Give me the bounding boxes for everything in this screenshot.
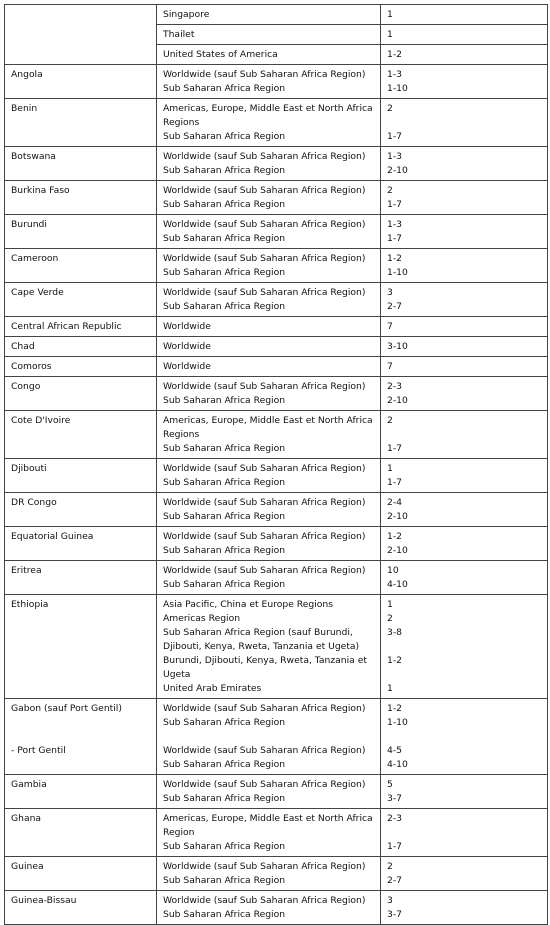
rating-value: 2 bbox=[387, 185, 393, 196]
rating-value bbox=[387, 116, 541, 130]
region-label: Sub Saharan Africa Region bbox=[163, 759, 286, 770]
rating-value: 7 bbox=[387, 361, 393, 372]
region-cell bbox=[157, 891, 381, 925]
region-cell bbox=[157, 317, 381, 337]
country-name-burkina-faso: Burkina Faso bbox=[11, 185, 70, 196]
rating-cell bbox=[381, 5, 548, 25]
rating-value: 1 bbox=[387, 683, 393, 694]
rating-cell bbox=[381, 699, 548, 775]
country-name-guinea-bissau: Guinea-Bissau bbox=[11, 895, 77, 906]
region-label: Sub Saharan Africa Region bbox=[163, 793, 286, 804]
table-row bbox=[5, 215, 548, 249]
region-label: Sub Saharan Africa Region bbox=[163, 477, 286, 488]
country-name-cape-verde: Cape Verde bbox=[11, 287, 64, 298]
region-label: Sub Saharan Africa Region bbox=[163, 875, 286, 886]
country-cell bbox=[5, 5, 157, 65]
region-label: Sub Saharan Africa Region bbox=[163, 511, 286, 522]
country-name-ethiopia: Ethiopia bbox=[11, 599, 49, 610]
region-cell bbox=[157, 249, 381, 283]
country-name-gabon-sauf-port-gentil: Gabon (sauf Port Gentil) bbox=[11, 703, 122, 714]
rating-value: 2-4 bbox=[387, 497, 403, 508]
region-label: Worldwide (sauf Sub Saharan Africa Region) bbox=[163, 745, 366, 756]
rating-cell bbox=[381, 561, 548, 595]
rating-value: 1 bbox=[387, 9, 393, 20]
region-label: Sub Saharan Africa Region bbox=[163, 579, 286, 590]
rating-cell bbox=[381, 215, 548, 249]
region-label: Singapore bbox=[163, 9, 210, 20]
rating-cell bbox=[381, 337, 548, 357]
rating-value: 4-10 bbox=[387, 579, 408, 590]
table-row bbox=[5, 775, 548, 809]
region-label: Worldwide (sauf Sub Saharan Africa Region) bbox=[163, 253, 366, 264]
country-cell bbox=[5, 595, 157, 699]
rating-value bbox=[387, 730, 541, 744]
region-cell bbox=[157, 65, 381, 99]
region-cell bbox=[157, 283, 381, 317]
rating-value: 1-2 bbox=[387, 531, 403, 542]
rating-value: 3-7 bbox=[387, 909, 403, 920]
region-label: Worldwide (sauf Sub Saharan Africa Region) bbox=[163, 531, 366, 542]
region-cell bbox=[157, 99, 381, 147]
rating-cell bbox=[381, 857, 548, 891]
region-cell bbox=[157, 493, 381, 527]
region-label: United Arab Emirates bbox=[163, 683, 262, 694]
region-label: Worldwide (sauf Sub Saharan Africa Region) bbox=[163, 287, 366, 298]
region-label: Americas, Europe, Middle East et North Africa Regions bbox=[163, 103, 373, 128]
rating-value: 2 bbox=[387, 103, 393, 114]
country-cell bbox=[5, 283, 157, 317]
table-row bbox=[5, 5, 548, 25]
rating-value: 2 bbox=[387, 613, 393, 624]
table-row bbox=[5, 459, 548, 493]
country-name-guinea: Guinea bbox=[11, 861, 44, 872]
sub-country-name: - Port Gentil bbox=[11, 745, 66, 756]
rating-value: 10 bbox=[387, 565, 399, 576]
region-label: Worldwide (sauf Sub Saharan Africa Region) bbox=[163, 151, 366, 162]
rating-value bbox=[387, 428, 541, 442]
region-label: Sub Saharan Africa Region bbox=[163, 131, 286, 142]
region-label: Sub Saharan Africa Region bbox=[163, 301, 286, 312]
country-name-gambia: Gambia bbox=[11, 779, 47, 790]
region-label: Thailet bbox=[163, 29, 195, 40]
rating-cell bbox=[381, 65, 548, 99]
region-cell bbox=[157, 181, 381, 215]
country-name-ghana: Ghana bbox=[11, 813, 42, 824]
rating-value: 2-7 bbox=[387, 875, 403, 886]
table-row bbox=[5, 493, 548, 527]
region-label: Worldwide (sauf Sub Saharan Africa Region) bbox=[163, 381, 366, 392]
country-name-equatorial-guinea: Equatorial Guinea bbox=[11, 531, 94, 542]
rating-value: 1-3 bbox=[387, 219, 403, 230]
region-label: Americas, Europe, Middle East et North Africa Region bbox=[163, 813, 373, 838]
region-label: Americas Region bbox=[163, 613, 241, 624]
country-name-central-african-republic: Central African Republic bbox=[11, 321, 122, 332]
region-label: Worldwide (sauf Sub Saharan Africa Region) bbox=[163, 565, 366, 576]
country-cell bbox=[5, 215, 157, 249]
rating-value: 1-7 bbox=[387, 131, 403, 142]
rating-value: 1-10 bbox=[387, 717, 408, 728]
rating-cell bbox=[381, 809, 548, 857]
country-cell bbox=[5, 147, 157, 181]
region-cell bbox=[157, 357, 381, 377]
country-cell bbox=[5, 775, 157, 809]
region-label: Asia Pacific, China et Europe Regions bbox=[163, 599, 334, 610]
rating-cell bbox=[381, 357, 548, 377]
rating-value: 4-5 bbox=[387, 745, 403, 756]
country-name-cote-d-ivoire: Cote D'Ivoire bbox=[11, 415, 71, 426]
table-row bbox=[5, 809, 548, 857]
rating-cell bbox=[381, 493, 548, 527]
rating-value bbox=[387, 826, 541, 840]
region-cell bbox=[157, 775, 381, 809]
region-label: Sub Saharan Africa Region bbox=[163, 395, 286, 406]
rating-cell bbox=[381, 317, 548, 337]
rating-value: 5 bbox=[387, 779, 393, 790]
region-cell bbox=[157, 699, 381, 775]
rating-value: 2-10 bbox=[387, 165, 408, 176]
region-label: Sub Saharan Africa Region bbox=[163, 233, 286, 244]
region-label: Worldwide bbox=[163, 341, 211, 352]
region-label bbox=[163, 730, 374, 744]
region-cell bbox=[157, 45, 381, 65]
region-label: Worldwide (sauf Sub Saharan Africa Region) bbox=[163, 219, 366, 230]
country-cell bbox=[5, 411, 157, 459]
rating-cell bbox=[381, 249, 548, 283]
region-cell bbox=[157, 411, 381, 459]
rating-value: 1-2 bbox=[387, 703, 403, 714]
rating-value: 3 bbox=[387, 895, 393, 906]
region-label: Sub Saharan Africa Region bbox=[163, 165, 286, 176]
region-cell bbox=[157, 377, 381, 411]
country-cell bbox=[5, 181, 157, 215]
country-name-dr-congo: DR Congo bbox=[11, 497, 57, 508]
country-cell bbox=[5, 337, 157, 357]
table-body bbox=[5, 5, 548, 925]
rating-value: 4-10 bbox=[387, 759, 408, 770]
rating-value: 2 bbox=[387, 415, 393, 426]
country-name-botswana: Botswana bbox=[11, 151, 56, 162]
rating-cell bbox=[381, 891, 548, 925]
region-cell bbox=[157, 857, 381, 891]
rating-value: 1 bbox=[387, 599, 393, 610]
country-name-comoros: Comoros bbox=[11, 361, 52, 372]
region-cell bbox=[157, 215, 381, 249]
rating-cell bbox=[381, 411, 548, 459]
rating-cell bbox=[381, 283, 548, 317]
country-cell bbox=[5, 493, 157, 527]
rating-value: 1-10 bbox=[387, 267, 408, 278]
table-row bbox=[5, 337, 548, 357]
region-label: Worldwide (sauf Sub Saharan Africa Region) bbox=[163, 69, 366, 80]
region-cell bbox=[157, 595, 381, 699]
table-row bbox=[5, 377, 548, 411]
rating-value: 2-7 bbox=[387, 301, 403, 312]
region-label: Worldwide bbox=[163, 361, 211, 372]
country-cell bbox=[5, 459, 157, 493]
table-row bbox=[5, 249, 548, 283]
rating-value bbox=[387, 668, 541, 682]
rating-value: 1-7 bbox=[387, 841, 403, 852]
region-label: Americas, Europe, Middle East et North Africa Regions bbox=[163, 415, 373, 440]
table-row bbox=[5, 181, 548, 215]
region-label: Sub Saharan Africa Region bbox=[163, 717, 286, 728]
region-label: Worldwide (sauf Sub Saharan Africa Region) bbox=[163, 779, 366, 790]
rating-value: 3 bbox=[387, 287, 393, 298]
rating-value: 2-10 bbox=[387, 395, 408, 406]
rating-cell bbox=[381, 25, 548, 45]
table-row bbox=[5, 527, 548, 561]
country-cell bbox=[5, 809, 157, 857]
country-name-benin: Benin bbox=[11, 103, 38, 114]
country-name-eritrea: Eritrea bbox=[11, 565, 42, 576]
rating-value: 1-7 bbox=[387, 233, 403, 244]
rating-value: 7 bbox=[387, 321, 393, 332]
rating-value: 1-3 bbox=[387, 69, 403, 80]
region-label: Worldwide (sauf Sub Saharan Africa Region) bbox=[163, 463, 366, 474]
country-name-burundi: Burundi bbox=[11, 219, 47, 230]
table-row bbox=[5, 595, 548, 699]
rating-value: 3-7 bbox=[387, 793, 403, 804]
table-row bbox=[5, 99, 548, 147]
region-label: Worldwide (sauf Sub Saharan Africa Region) bbox=[163, 861, 366, 872]
rating-value bbox=[387, 640, 541, 654]
rating-value: 1-2 bbox=[387, 253, 403, 264]
table-row bbox=[5, 317, 548, 337]
rating-value: 1 bbox=[387, 29, 393, 40]
risk-rating-table bbox=[4, 4, 548, 925]
rating-value: 2-3 bbox=[387, 381, 403, 392]
country-cell bbox=[5, 527, 157, 561]
rating-value: 1-7 bbox=[387, 443, 403, 454]
region-label: Sub Saharan Africa Region (sauf Burundi, Djibouti, Kenya, Rweta, Tanzania et Ugeta) bbox=[163, 627, 360, 652]
country-cell bbox=[5, 857, 157, 891]
table-row bbox=[5, 147, 548, 181]
country-cell bbox=[5, 249, 157, 283]
country-cell bbox=[5, 377, 157, 411]
country-cell bbox=[5, 357, 157, 377]
rating-cell bbox=[381, 147, 548, 181]
rating-value: 1-3 bbox=[387, 151, 403, 162]
rating-value: 1-10 bbox=[387, 83, 408, 94]
country-name-djibouti: Djibouti bbox=[11, 463, 47, 474]
rating-value: 1-7 bbox=[387, 477, 403, 488]
rating-cell bbox=[381, 527, 548, 561]
rating-value: 2 bbox=[387, 861, 393, 872]
rating-cell bbox=[381, 459, 548, 493]
region-label: Worldwide (sauf Sub Saharan Africa Region) bbox=[163, 185, 366, 196]
region-cell bbox=[157, 459, 381, 493]
rating-value: 2-3 bbox=[387, 813, 403, 824]
country-cell bbox=[5, 561, 157, 595]
country-name-congo: Congo bbox=[11, 381, 41, 392]
region-cell bbox=[157, 5, 381, 25]
region-label: Sub Saharan Africa Region bbox=[163, 267, 286, 278]
table-row bbox=[5, 561, 548, 595]
rating-value: 1-7 bbox=[387, 199, 403, 210]
table-row bbox=[5, 891, 548, 925]
table-row bbox=[5, 283, 548, 317]
country-cell bbox=[5, 65, 157, 99]
region-label: Sub Saharan Africa Region bbox=[163, 909, 286, 920]
country-cell bbox=[5, 891, 157, 925]
region-cell bbox=[157, 337, 381, 357]
rating-cell bbox=[381, 99, 548, 147]
country-cell bbox=[5, 317, 157, 337]
region-label: Sub Saharan Africa Region bbox=[163, 841, 286, 852]
region-label: Worldwide (sauf Sub Saharan Africa Region) bbox=[163, 703, 366, 714]
region-cell bbox=[157, 147, 381, 181]
rating-value: 3-10 bbox=[387, 341, 408, 352]
rating-value: 1-2 bbox=[387, 655, 403, 666]
table-row bbox=[5, 357, 548, 377]
table-row bbox=[5, 857, 548, 891]
rating-cell bbox=[381, 181, 548, 215]
region-label: Worldwide (sauf Sub Saharan Africa Region) bbox=[163, 497, 366, 508]
rating-cell bbox=[381, 595, 548, 699]
region-label: United States of America bbox=[163, 49, 278, 60]
rating-cell bbox=[381, 45, 548, 65]
rating-value: 2-10 bbox=[387, 511, 408, 522]
country-name-cameroon: Cameroon bbox=[11, 253, 59, 264]
country-name-chad: Chad bbox=[11, 341, 35, 352]
region-cell bbox=[157, 25, 381, 45]
country-cell bbox=[5, 699, 157, 775]
region-label: Sub Saharan Africa Region bbox=[163, 83, 286, 94]
region-label: Sub Saharan Africa Region bbox=[163, 545, 286, 556]
rating-value: 2-10 bbox=[387, 545, 408, 556]
rating-value: 1 bbox=[387, 463, 393, 474]
rating-cell bbox=[381, 775, 548, 809]
table-row bbox=[5, 411, 548, 459]
region-label: Sub Saharan Africa Region bbox=[163, 443, 286, 454]
region-label: Worldwide (sauf Sub Saharan Africa Region) bbox=[163, 895, 366, 906]
region-cell bbox=[157, 561, 381, 595]
region-cell bbox=[157, 527, 381, 561]
country-name-angola: Angola bbox=[11, 69, 43, 80]
region-label: Burundi, Djibouti, Kenya, Rweta, Tanzania et Ugeta bbox=[163, 655, 367, 680]
rating-cell bbox=[381, 377, 548, 411]
region-cell bbox=[157, 809, 381, 857]
rating-value: 1-2 bbox=[387, 49, 403, 60]
table-row bbox=[5, 699, 548, 775]
region-label: Sub Saharan Africa Region bbox=[163, 199, 286, 210]
region-label: Worldwide bbox=[163, 321, 211, 332]
country-cell bbox=[5, 99, 157, 147]
rating-value: 3-8 bbox=[387, 627, 403, 638]
table-row bbox=[5, 65, 548, 99]
